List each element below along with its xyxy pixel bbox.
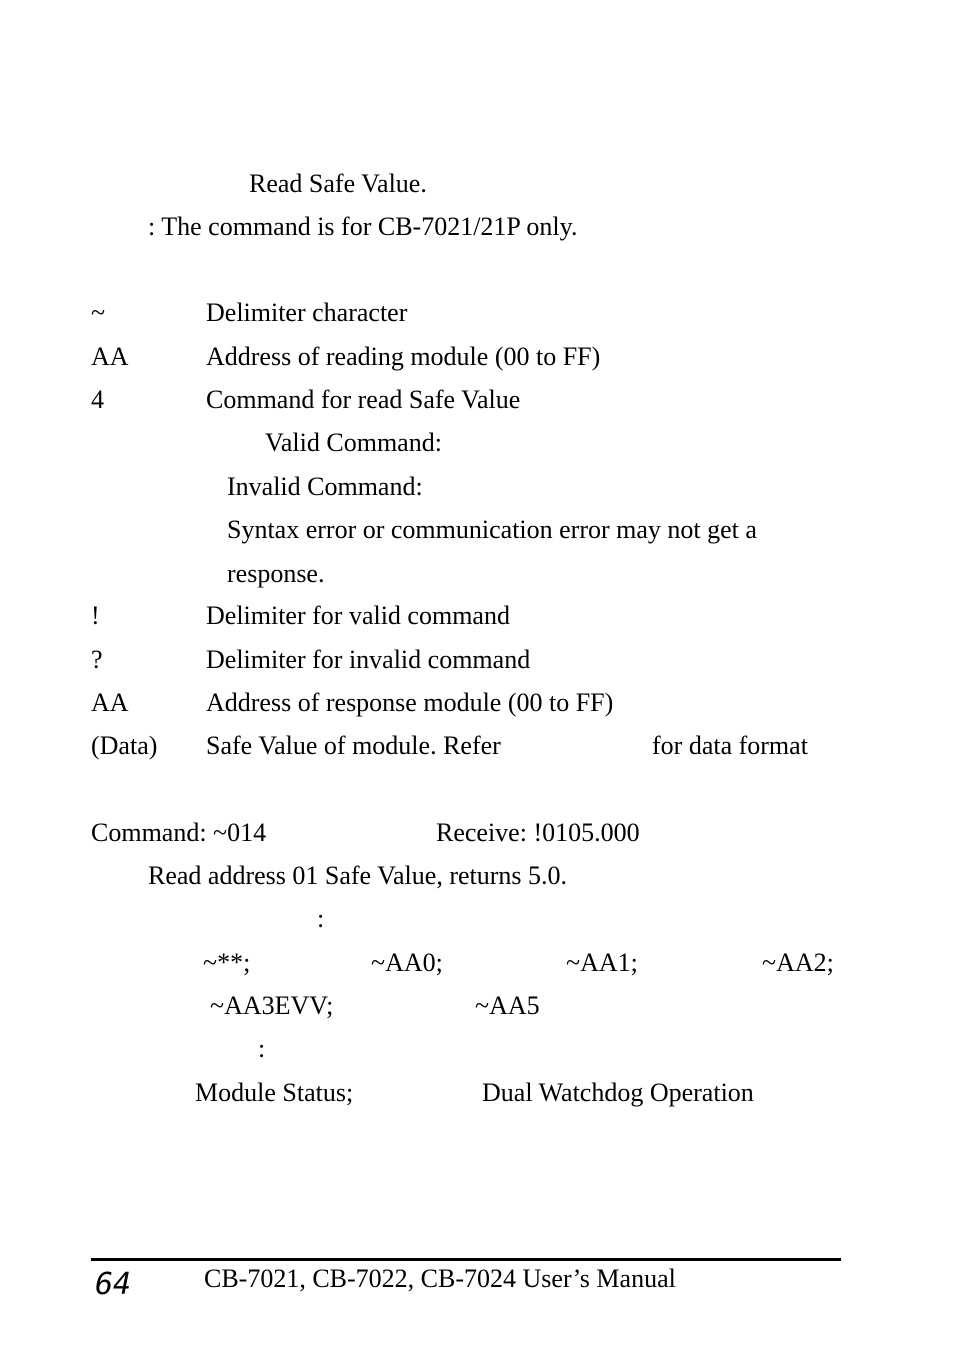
response-term: ! (91, 601, 100, 630)
related-command: ~**; (203, 948, 251, 977)
syntax-term: 4 (91, 385, 104, 414)
response-error-note-cont: response. (227, 559, 325, 588)
syntax-term: AA (91, 342, 129, 371)
response-desc: Delimiter for invalid command (206, 645, 531, 674)
command-description: Read Safe Value. (249, 169, 427, 198)
manual-title: CB-7021, CB-7022, CB-7024 User’s Manual (204, 1264, 676, 1293)
command-note: : The command is for CB-7021/21P only. (148, 212, 578, 241)
response-term: AA (91, 688, 129, 717)
related-command: ~AA2; (762, 948, 834, 977)
example-receive: Receive: !0105.000 (436, 818, 640, 847)
response-valid: Valid Command: (265, 428, 442, 457)
related-topic: Dual Watchdog Operation (482, 1078, 754, 1107)
syntax-desc: Delimiter character (206, 298, 408, 327)
related-command: ~AA1; (566, 948, 638, 977)
footer-rule (91, 1258, 841, 1261)
related-topic: Module Status; (195, 1078, 354, 1107)
response-desc-cont: for data format (652, 731, 808, 760)
response-desc: Address of response module (00 to FF) (206, 688, 614, 717)
example-command: Command: ~014 (91, 818, 267, 847)
page-number: 64 (95, 1267, 132, 1302)
response-term: (Data) (91, 731, 158, 760)
syntax-desc: Command for read Safe Value (206, 385, 521, 414)
response-term: ? (91, 645, 103, 674)
response-desc: Delimiter for valid command (206, 601, 510, 630)
related-command: ~AA0; (371, 948, 443, 977)
response-invalid: Invalid Command: (227, 472, 423, 501)
response-error-note: Syntax error or communication error may not get a (227, 515, 757, 544)
related-command: ~AA3EVV; (210, 991, 334, 1020)
response-desc: Safe Value of module. Refer (206, 731, 501, 760)
syntax-term: ~ (91, 298, 106, 327)
example-explanation: Read address 01 Safe Value, returns 5.0. (148, 861, 568, 890)
related-command: ~AA5 (475, 991, 540, 1020)
syntax-desc: Address of reading module (00 to FF) (206, 342, 601, 371)
related-commands-colon: : (317, 904, 325, 933)
related-topics-colon: : (258, 1034, 266, 1063)
